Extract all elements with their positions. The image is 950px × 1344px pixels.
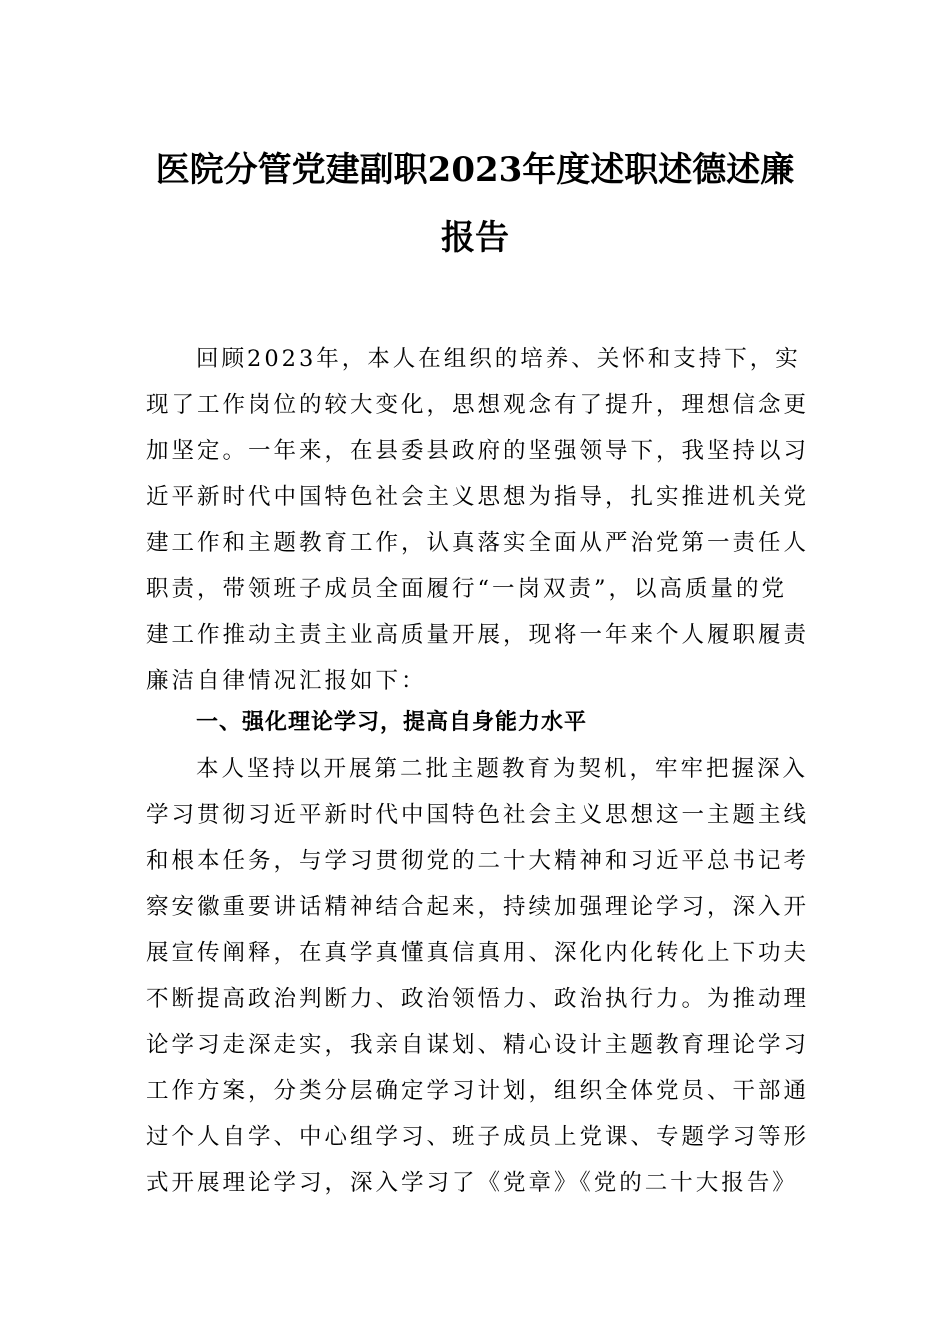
paragraph-line: 不断提高政治判断力、政治领悟力、政治执行力。为推动理	[146, 986, 810, 1012]
paragraph-line: 现了工作岗位的较大变化，思想观念有了提升，理想信念更	[146, 392, 810, 418]
paragraph-line: 论学习走深走实，我亲自谋划、精心设计主题教育理论学习	[146, 1032, 810, 1058]
paragraph-line: 学习贯彻习近平新时代中国特色社会主义思想这一主题主线	[146, 802, 810, 828]
paragraph-line: 回顾2023年，本人在组织的培养、关怀和支持下，实	[196, 346, 801, 372]
paragraph-line: 本人坚持以开展第二批主题教育为契机，牢牢把握深入	[196, 756, 809, 782]
paragraph-line: 式开展理论学习，深入学习了《党章》《党的二十大报告》	[146, 1170, 798, 1196]
paragraph-line: 工作方案，分类分层确定学习计划，组织全体党员、干部通	[146, 1078, 810, 1104]
document-title-line-2: 报告	[441, 218, 509, 258]
paragraph-line: 察安徽重要讲话精神结合起来，持续加强理论学习，深入开	[146, 894, 810, 920]
paragraph-line: 近平新时代中国特色社会主义思想为指导，扎实推进机关党	[146, 484, 810, 510]
section-1-heading: 一、强化理论学习，提高自身能力水平	[196, 710, 588, 735]
intro-paragraph	[146, 336, 810, 704]
paragraph-line: 建工作推动主责主业高质量开展，现将一年来个人履职履责	[146, 622, 810, 648]
paragraph-line: 和根本任务，与学习贯彻党的二十大精神和习近平总书记考	[146, 848, 810, 874]
paragraph-line: 展宣传阐释，在真学真懂真信真用、深化内化转化上下功夫	[146, 940, 810, 966]
section-1-paragraph	[146, 746, 810, 1206]
document-title-line-1: 医院分管党建副职2023年度述职述德述廉	[155, 150, 795, 190]
paragraph-line: 职责，带领班子成员全面履行“一岗双责”，以高质量的党	[146, 576, 788, 602]
paragraph-line: 过个人自学、中心组学习、班子成员上党课、专题学习等形	[146, 1124, 810, 1150]
paragraph-line: 建工作和主题教育工作，认真落实全面从严治党第一责任人	[146, 530, 810, 556]
paragraph-line: 廉洁自律情况汇报如下：	[146, 668, 427, 694]
paragraph-line: 加坚定。一年来，在县委县政府的坚强领导下，我坚持以习	[146, 438, 810, 464]
